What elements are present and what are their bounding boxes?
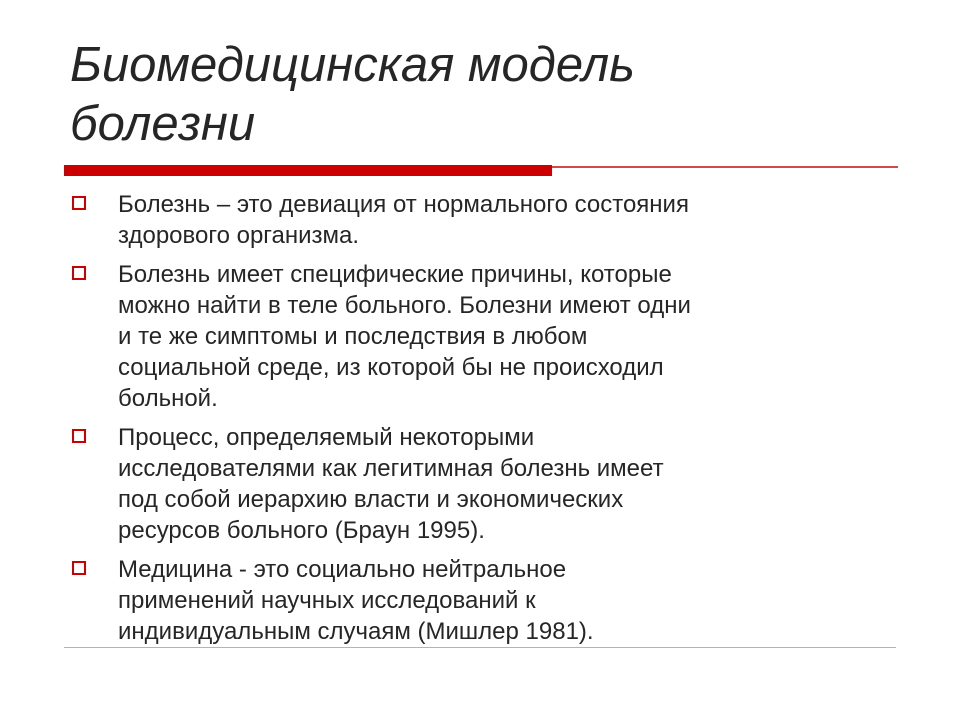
bullet-text-line: здорового организма. xyxy=(118,222,360,249)
footer-divider xyxy=(64,647,896,648)
title-underline-thin xyxy=(552,166,898,168)
bullet-text-line: ресурсов больного (Браун 1995). xyxy=(118,517,485,544)
bullet-text-line: индивидуальным случаям (Мишлер 1981). xyxy=(118,618,594,645)
hollow-square-bullet-icon xyxy=(72,561,86,575)
bullet-item-4 xyxy=(70,554,890,647)
title-line-2: болезни xyxy=(70,97,256,151)
bullet-item-2 xyxy=(70,259,890,414)
hollow-square-bullet-icon xyxy=(72,266,86,280)
bullet-text-line: социальной среде, из которой бы не происходил xyxy=(118,354,664,381)
hollow-square-bullet-icon xyxy=(72,429,86,443)
title-underline-thick xyxy=(64,165,552,176)
title-line-1: Биомедицинская модель xyxy=(70,38,635,92)
bullet-text-line: Процесс, определяемый некоторыми xyxy=(118,424,535,451)
bullet-text-line: можно найти в теле больного. Болезни имеют одни xyxy=(118,292,691,319)
bullet-text-line: Медицина - это социально нейтральное xyxy=(118,556,567,583)
bullet-text-line: применений научных исследований к xyxy=(118,587,536,614)
slide-title xyxy=(70,36,890,154)
bullet-text-line: и те же симптомы и последствия в любом xyxy=(118,323,588,350)
bullet-text-line: Болезнь – это девиация от нормального состояния xyxy=(118,191,689,218)
bullet-item-1 xyxy=(70,189,890,251)
bullet-list xyxy=(70,189,890,655)
hollow-square-bullet-icon xyxy=(72,196,86,210)
bullet-item-3 xyxy=(70,422,890,546)
bullet-text-line: исследователями как легитимная болезнь имеет xyxy=(118,455,664,482)
bullet-text-line: под собой иерархию власти и экономических xyxy=(118,486,624,513)
bullet-text-line: Болезнь имеет специфические причины, которые xyxy=(118,261,672,288)
bullet-text-line: больной. xyxy=(118,385,218,412)
